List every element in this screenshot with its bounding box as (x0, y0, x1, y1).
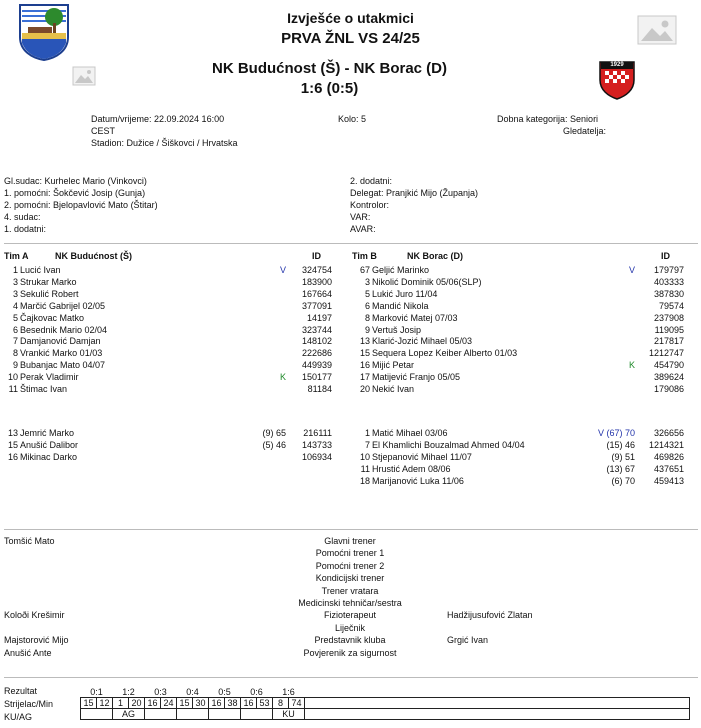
team-b-name: NK Borac (D) (407, 251, 464, 261)
kuag-cell (209, 709, 241, 720)
official-left: 4. sudac: (4, 212, 41, 222)
player-id: 179797 (653, 265, 684, 275)
result-grid (80, 687, 690, 720)
scorer-cell: 8 (273, 698, 289, 709)
player-id: 150177 (301, 372, 332, 383)
player-name: Strukar Marko (20, 276, 77, 287)
team-a-name: NK Budućnost (Š) (55, 251, 132, 261)
player-number: 3 (12, 276, 18, 287)
scorer-cell: 16 (209, 698, 225, 709)
player-number: 67 (359, 265, 370, 275)
staff-name-away: Hadžijusufović Zlatan (447, 610, 533, 621)
scorer-cell: 74 (289, 698, 305, 709)
player-number: 11 (360, 463, 370, 474)
kuag-label: KU/AG (4, 712, 33, 722)
score-cell: 1:6 (282, 687, 295, 697)
player-number: 15 (359, 348, 370, 359)
staff-role: Povjerenik za sigurnost (303, 647, 397, 658)
player-tag: (6) 70 (611, 475, 635, 486)
divider (4, 529, 698, 530)
player-name: Geljić Marinko (372, 265, 430, 275)
staff-role: Medicinski tehničar/sestra (298, 598, 402, 608)
player-id: 119095 (654, 324, 684, 335)
match-timezone: CEST (91, 126, 116, 136)
staff-role: Pomoćni trener 1 (315, 548, 385, 559)
empty-cell (305, 687, 690, 698)
team-b-label: Tim B (352, 251, 377, 261)
player-number: 13 (7, 428, 18, 438)
player-name: Vertuš Josip (372, 324, 422, 335)
player-number: 1 (364, 428, 370, 438)
player-name: Bubanjac Mato 04/07 (20, 360, 106, 371)
player-name: Matijević Franjo 05/05 (372, 372, 461, 383)
kuag-cell (81, 709, 113, 720)
player-id: 389624 (653, 372, 684, 383)
player-name: Nekić Ivan (372, 384, 415, 394)
scorer-cell: 24 (161, 698, 177, 709)
player-id: 437651 (653, 463, 684, 474)
score-cell: 0:3 (154, 687, 167, 697)
match-round: Kolo: 5 (338, 114, 367, 124)
player-name: Anušić Dalibor (20, 439, 79, 450)
scorer-cell: 15 (81, 698, 97, 709)
player-number: 17 (359, 372, 370, 383)
score-cell: 0:4 (186, 687, 199, 697)
scorer-cell: 30 (193, 698, 209, 709)
spectators: Gledatelja: (563, 126, 607, 136)
team-a-label: Tim A (4, 251, 29, 261)
player-name: Stjepanović Mihael 11/07 (372, 451, 472, 462)
staff-role: Fizioterapeut (323, 610, 377, 621)
divider (4, 677, 698, 678)
official-left: 1. dodatni: (4, 224, 47, 234)
player-name: Mandić Nikola (372, 300, 429, 311)
player-number: 5 (12, 312, 18, 323)
staff-role: Kondicijski trener (315, 573, 385, 584)
scorer-label: Strijelac/Min (4, 699, 54, 709)
kuag-cell: AG (113, 709, 145, 720)
player-id: 1212747 (648, 348, 684, 359)
player-name: Besednik Mario 02/04 (20, 324, 108, 335)
player-name: Mijić Petar (372, 360, 415, 371)
player-tag: (9) 51 (611, 451, 635, 462)
scorer-cell: 38 (225, 698, 241, 709)
player-id: 216111 (303, 428, 332, 438)
player-tag: (15) 46 (606, 439, 635, 450)
player-number: 9 (364, 324, 370, 335)
staff-name-home: Koloði Krešimir (4, 610, 65, 621)
player-id: 377091 (301, 300, 332, 311)
scorer-cell: 15 (177, 698, 193, 709)
player-name: Marčić Gabrijel 02/05 (20, 300, 106, 311)
kuag-cell (145, 709, 177, 720)
player-number: 3 (364, 276, 370, 287)
player-tag: (5) 46 (262, 439, 286, 450)
player-number: 4 (12, 300, 18, 311)
staff-name-home: Anušić Ante (4, 647, 52, 658)
player-number: 7 (364, 439, 370, 450)
player-name: Lucić Ivan (20, 265, 61, 275)
player-number: 16 (7, 451, 18, 462)
player-number: 1 (12, 265, 18, 275)
player-tag: K (628, 360, 635, 371)
match-score: 1:6 (0:5) (300, 80, 359, 97)
scorer-cell: 12 (97, 698, 113, 709)
official-left: 2. pomoćni: Bjelopavlović Mato (Štitar) (4, 200, 158, 210)
player-name: Jemrić Marko (20, 428, 75, 438)
player-number: 20 (359, 384, 370, 394)
scorer-cell: 16 (241, 698, 257, 709)
team-a-id-header: ID (312, 251, 321, 261)
player-id: 237908 (653, 312, 684, 323)
kuag-cell (177, 709, 209, 720)
score-cell: 0:6 (250, 687, 263, 697)
crest-year: 1929 (610, 62, 624, 68)
player-number: 6 (12, 324, 18, 335)
player-tag: K (279, 372, 286, 383)
staff-role: Trener vratara (321, 585, 379, 596)
player-number: 11 (8, 384, 18, 394)
official-left: Gl.sudac: Kurhelec Mario (Vinkovci) (4, 176, 147, 186)
player-name: Marković Matej 07/03 (372, 312, 458, 323)
player-id: 454790 (653, 360, 684, 371)
competition-title: PRVA ŽNL VS 24/25 (281, 30, 420, 47)
player-name: Čajkovac Matko (20, 312, 85, 323)
player-id: 449939 (301, 360, 332, 371)
age-category: Dobna kategorija: Seniori (497, 114, 599, 124)
scorer-cell: 1 (113, 698, 129, 709)
divider (4, 243, 698, 244)
player-id: 326656 (653, 428, 684, 438)
match-datetime: Datum/vrijeme: 22.09.2024 16:00 (91, 114, 225, 124)
player-id: 469826 (653, 451, 684, 462)
score-cell: 0:1 (90, 687, 103, 697)
player-name: Sequera Lopez Keiber Alberto 01/03 (372, 348, 518, 359)
player-tag: (13) 67 (606, 463, 635, 474)
player-name: Damjanović Damjan (20, 336, 101, 347)
player-id: 459413 (653, 475, 684, 486)
player-name: Mikinac Darko (20, 451, 78, 462)
team-b-id-header: ID (661, 251, 670, 261)
staff-role: Predstavnik kluba (314, 635, 386, 646)
player-tag: V (67) 70 (597, 428, 635, 438)
player-id: 106934 (301, 451, 332, 462)
player-id: 324754 (301, 265, 332, 275)
player-id: 387830 (653, 288, 684, 299)
player-id: 148102 (301, 336, 332, 347)
official-right: 2. dodatni: (350, 176, 393, 186)
player-number: 8 (12, 348, 18, 359)
empty-cell (305, 709, 690, 720)
player-number: 3 (12, 288, 18, 299)
player-tag: V (628, 265, 635, 275)
match-stadium: Stadion: Dužice / Šiškovci / Hrvatska (91, 138, 238, 148)
player-name: Hrustić Adem 08/06 (372, 463, 451, 474)
player-id: 143733 (301, 439, 332, 450)
player-id: 222686 (301, 348, 332, 359)
player-number: 13 (359, 336, 370, 347)
player-id: 79574 (658, 300, 684, 311)
player-id: 81184 (307, 384, 332, 394)
staff-name-away: Grgić Ivan (447, 635, 489, 646)
player-name: El Khamlichi Bouzalmad Ahmed 04/04 (372, 439, 525, 450)
staff-name-home: Tomšić Mato (4, 536, 55, 546)
player-number: 8 (364, 312, 370, 323)
player-id: 179086 (653, 384, 684, 394)
player-number: 5 (364, 288, 370, 299)
official-left: 1. pomoćni: Šokčević Josip (Gunja) (4, 188, 146, 198)
player-number: 18 (359, 475, 370, 486)
staff-role: Glavni trener (324, 536, 376, 546)
player-number: 15 (7, 439, 18, 450)
scorer-cell: 53 (257, 698, 273, 709)
player-number: 16 (359, 360, 370, 371)
player-id: 323744 (301, 324, 332, 335)
player-name: Matić Mihael 03/06 (372, 428, 448, 438)
score-cell: 1:2 (122, 687, 135, 697)
player-name: Perak Vladimir (20, 372, 79, 383)
empty-cell (305, 698, 690, 709)
player-id: 217817 (653, 336, 684, 347)
player-name: Lukić Juro 11/04 (372, 288, 438, 299)
player-name: Sekulić Robert (20, 288, 79, 299)
kuag-cell: KU (273, 709, 305, 720)
player-id: 1214321 (648, 439, 684, 450)
player-name: Nikolić Dominik 05/06(SLP) (372, 276, 482, 287)
scorer-cell: 16 (145, 698, 161, 709)
player-name: Štimac Ivan (20, 384, 68, 394)
player-id: 14197 (306, 312, 332, 323)
result-label: Rezultat (4, 686, 38, 696)
player-name: Marijanović Luka 11/06 (372, 475, 464, 486)
player-number: 10 (359, 451, 370, 462)
official-right: Kontrolor: (350, 200, 390, 210)
player-id: 183900 (301, 276, 332, 287)
official-right: VAR: (350, 212, 371, 222)
report-title: Izvješće o utakmici (287, 10, 414, 26)
scorer-cell: 20 (129, 698, 145, 709)
player-id: 167664 (301, 288, 332, 299)
official-right: Delegat: Pranjkić Mijo (Županja) (350, 188, 479, 198)
player-tag: V (279, 265, 286, 275)
player-number: 10 (7, 372, 18, 383)
score-cell: 0:5 (218, 687, 231, 697)
player-id: 403333 (653, 276, 684, 287)
player-name: Vrankić Marko 01/03 (20, 348, 103, 359)
official-right: AVAR: (350, 224, 376, 234)
match-title: NK Budućnost (Š) - NK Borac (D) (212, 60, 447, 77)
player-name: Klarić-Jozić Mihael 05/03 (372, 336, 473, 347)
player-tag: (9) 65 (262, 428, 286, 438)
player-number: 9 (12, 360, 18, 371)
player-number: 6 (364, 300, 370, 311)
staff-role: Liječnik (334, 622, 365, 633)
player-number: 7 (12, 336, 18, 347)
staff-role: Pomoćni trener 2 (315, 560, 385, 571)
kuag-cell (241, 709, 273, 720)
staff-name-home: Majstorović Mijo (4, 635, 69, 646)
